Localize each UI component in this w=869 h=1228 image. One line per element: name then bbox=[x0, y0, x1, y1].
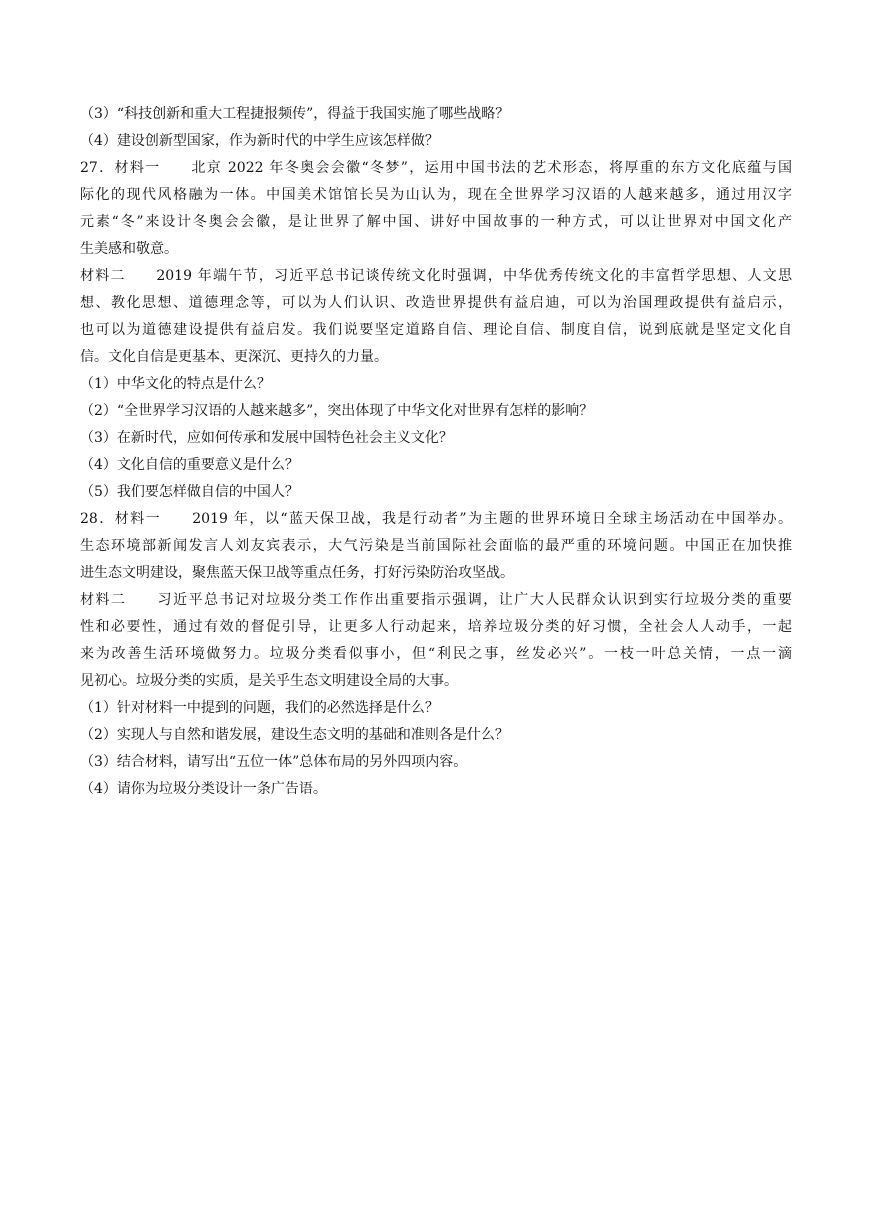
q28-sub-question-3: （3）结合材料，请写出“五位一体”总体布局的另外四项内容。 bbox=[80, 754, 468, 770]
q28-material-1-line-2: 生态环境部新闻发言人刘友宾表示，大气污染是当前国际社会面临的最严重的环境问题。中国正在加快推 bbox=[80, 538, 792, 554]
q27-material-2-line-1: 材料二 2019 年端午节，习近平总书记谈传统文化时强调，中华优秀传统文化的丰富哲学思想、人文思 bbox=[80, 268, 792, 284]
page-content bbox=[80, 101, 792, 803]
q27-material-2-line-4: 信。文化自信是更基本、更深沉、更持久的力量。 bbox=[80, 349, 388, 365]
q27-sub-question-4: （4）文化自信的重要意义是什么？ bbox=[80, 457, 299, 473]
q27-sub-question-2: （2）“全世界学习汉语的人越来越多”，突出体现了中华文化对世界有怎样的影响？ bbox=[80, 403, 594, 419]
q27-sub-question-1: （1）中华文化的特点是什么？ bbox=[80, 376, 271, 392]
q27-material-1-line-2: 际化的现代风格融为一体。中国美术馆馆长吴为山认为，现在全世界学习汉语的人越来越多，通过用汉字 bbox=[80, 187, 792, 203]
q28-sub-question-1: （1）针对材料一中提到的问题，我们的必然选择是什么？ bbox=[80, 700, 439, 716]
q28-material-2-line-4: 见初心。垃圾分类的实质，是关乎生态文明建设全局的大事。 bbox=[80, 673, 458, 689]
q27-material-1-line-3: 元素“冬”来设计冬奥会会徽，是让世界了解中国、讲好中国故事的一种方式，可以让世界对中国文化产 bbox=[80, 214, 792, 230]
q28-sub-question-4: （4）请你为垃圾分类设计一条广告语。 bbox=[80, 781, 327, 797]
q27-material-2-line-2: 想、教化思想、道德理念等，可以为人们认识、改造世界提供有益启迪，可以为治国理政提供有益启示， bbox=[80, 295, 792, 311]
q27-sub-question-3: （3）在新时代，应如何传承和发展中国特色社会主义文化？ bbox=[80, 430, 453, 446]
q27-material-2-line-3: 也可以为道德建设提供有益启发。我们说要坚定道路自信、理论自信、制度自信，说到底就是坚定文化自 bbox=[80, 322, 792, 338]
q28-material-2-line-3: 来为改善生活环境做努力。垃圾分类看似事小，但“利民之事，丝发必兴”。一枝一叶总关情，一点一滴 bbox=[80, 646, 792, 662]
q27-sub-question-5: （5）我们要怎样做自信的中国人？ bbox=[80, 484, 299, 500]
q27-material-1-line-4: 生美感和敬意。 bbox=[80, 241, 178, 257]
q26-sub-question-4: （4）建设创新型国家，作为新时代的中学生应该怎样做？ bbox=[80, 133, 439, 149]
q28-material-2-line-2: 性和必要性，通过有效的督促引导，让更多人行动起来，培养垃圾分类的好习惯，全社会人人动手，一起 bbox=[80, 619, 792, 635]
q26-sub-question-3: （3）“科技创新和重大工程捷报频传”，得益于我国实施了哪些战略？ bbox=[80, 106, 510, 122]
q27-material-1-line-1: 27．材料一 北京 2022 年冬奥会会徽“冬梦”，运用中国书法的艺术形态，将厚重的东方文化底蕴与国 bbox=[80, 160, 792, 176]
q28-material-1-line-1: 28．材料一 2019 年，以“蓝天保卫战，我是行动者”为主题的世界环境日全球主场活动在中国举办。 bbox=[80, 511, 792, 527]
q28-sub-question-2: （2）实现人与自然和谐发展，建设生态文明的基础和准则各是什么？ bbox=[80, 727, 509, 743]
q28-material-1-line-3: 进生态文明建设，聚焦蓝天保卫战等重点任务，打好污染防治攻坚战。 bbox=[80, 565, 514, 581]
q28-material-2-line-1: 材料二 习近平总书记对垃圾分类工作作出重要指示强调，让广大人民群众认识到实行垃圾分类的重要 bbox=[80, 592, 792, 608]
